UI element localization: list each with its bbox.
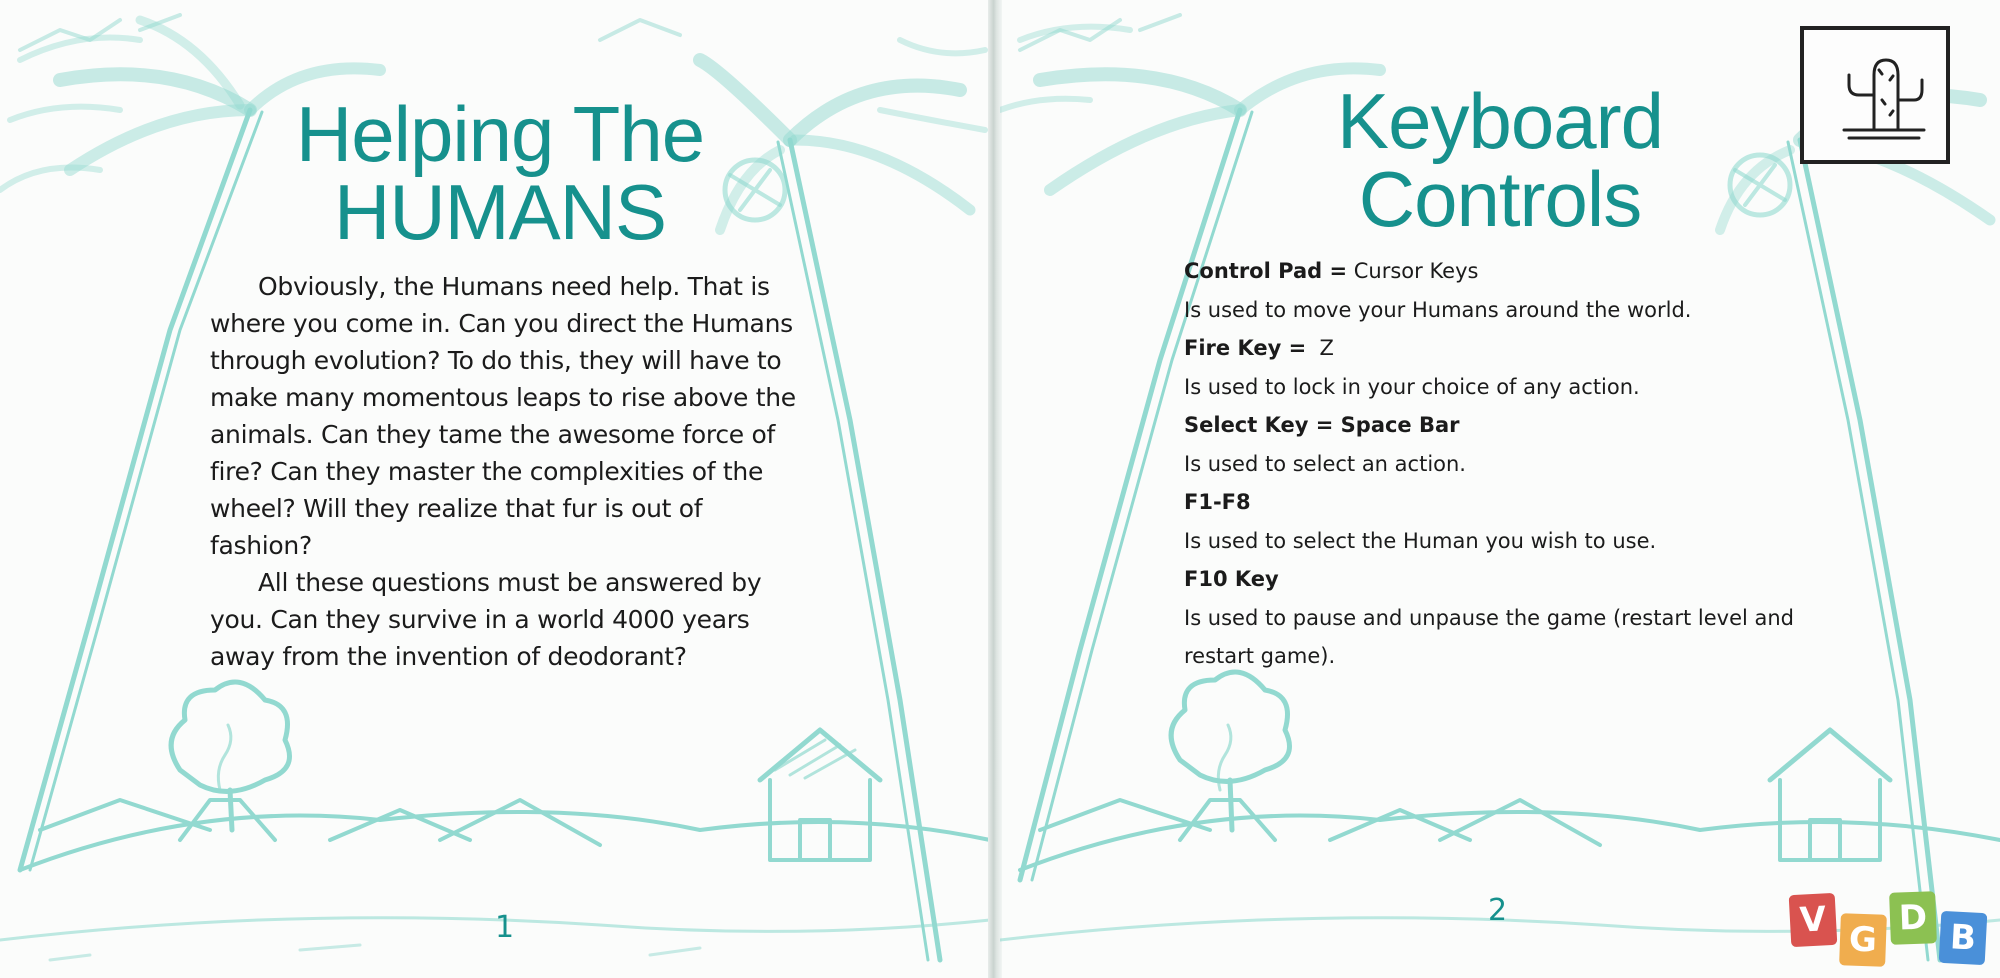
page-title-helping-the-humans [250, 90, 750, 256]
control-description: Is used to lock in your choice of any action. [1184, 374, 1640, 399]
control-row-f10-key [1184, 560, 1804, 599]
title-line-2: Controls [1358, 155, 1642, 243]
watermark-letter-b: B [1939, 911, 1988, 965]
title-line-2: HUMANS [333, 168, 666, 256]
title-line-1: Helping The [295, 90, 705, 178]
control-row-fire-key [1184, 329, 1804, 368]
vgdb-watermark-logo [1790, 892, 1995, 972]
control-row-control-pad [1184, 252, 1804, 291]
paragraph-1: Obviously, the Humans need help. That is where you come in. Can you direct the Humans through evolution? To do this, they will have to make many momentous leaps to rise above the animals. Can they tame the awesome force of fire? Can they master the complexities of the wheel? Will they realize that fur is out of fashion? [210, 272, 796, 560]
page-number: 2 [1488, 893, 1508, 928]
control-description: Is used to select the Human you wish to use. [1184, 528, 1657, 553]
intro-body-text [210, 268, 810, 675]
left-page [0, 0, 990, 978]
right-page [1000, 0, 2000, 978]
control-key: Fire Key = [1184, 336, 1307, 360]
control-value: Z [1306, 336, 1334, 360]
control-key: Select Key = Space Bar [1184, 413, 1460, 437]
control-row-f1-f8 [1184, 483, 1804, 522]
paragraph-2: All these questions must be answered by you. Can they survive in a world 4000 years away from the invention of deodorant? [210, 568, 762, 671]
control-value: Cursor Keys [1347, 259, 1479, 283]
control-description: Is used to move your Humans around the world. [1184, 297, 1692, 322]
cactus-icon-box [1800, 26, 1950, 164]
watermark-letter-d: D [1889, 891, 1937, 945]
control-key: F10 Key [1184, 567, 1279, 591]
page-number: 1 [495, 910, 515, 945]
control-description: Is used to select an action. [1184, 451, 1466, 476]
cactus-icon [1804, 30, 1946, 160]
watermark-letter-g: G [1839, 913, 1887, 967]
watermark-letter-v: V [1789, 893, 1838, 947]
page-title-keyboard-controls [1280, 77, 1720, 243]
title-line-1: Keyboard [1337, 77, 1663, 165]
control-key: F1-F8 [1184, 490, 1251, 514]
keyboard-controls-list [1184, 252, 1804, 676]
control-row-select-key [1184, 406, 1804, 445]
control-description: Is used to pause and unpause the game (restart level and restart game). [1184, 605, 1795, 668]
control-key: Control Pad = [1184, 259, 1348, 283]
